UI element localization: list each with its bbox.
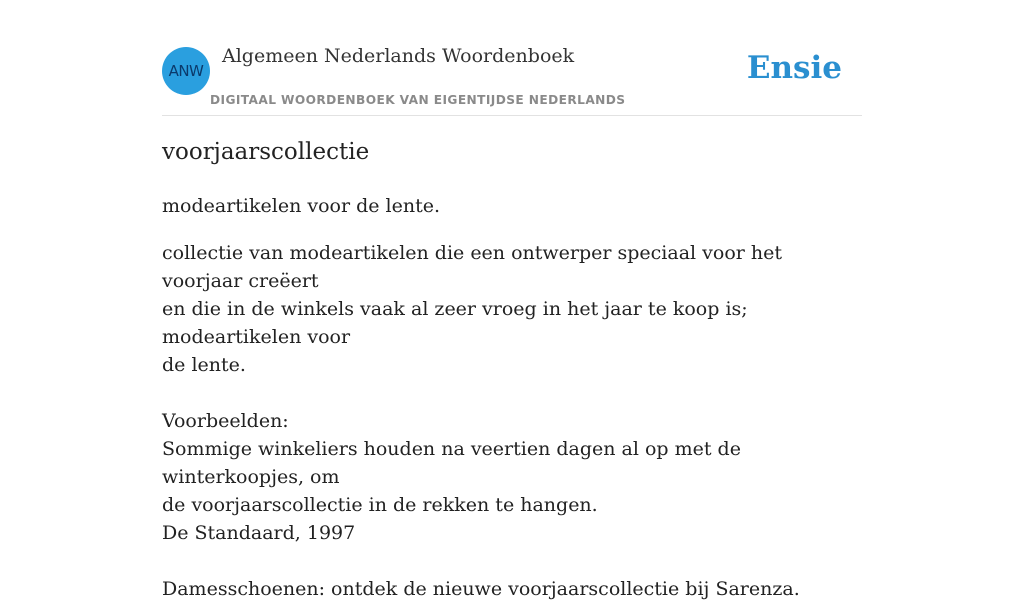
example-line: Sommige winkeliers houden na veertien dagen al op met de winterkoopjes, om [162, 438, 741, 488]
header-divider [162, 115, 862, 116]
entry-headword: voorjaarscollectie [162, 139, 370, 165]
page-container [162, 0, 862, 600]
ensie-brand-link[interactable]: Ensie [746, 50, 842, 86]
spacer [162, 379, 862, 407]
examples-heading: Voorbeelden: [162, 410, 289, 432]
example-line: Damesschoenen: ontdek de nieuwe voorjaarscollectie bij Sarenza. [162, 578, 800, 600]
definition-line: de lente. [162, 354, 246, 376]
short-definition: modeartikelen voor de lente. [162, 195, 440, 217]
spacer [162, 547, 862, 575]
definition-line: en die in de winkels vaak al zeer vroeg in het jaar te koop is; modeartikelen voor [162, 298, 748, 348]
site-title[interactable]: Algemeen Nederlands Woordenboek [222, 45, 575, 67]
entry-body [162, 239, 862, 603]
example-source: De Standaard, 1997 [162, 522, 356, 544]
site-subtitle: DIGITAAL WOORDENBOEK VAN EIGENTIJDSE NEDERLANDS [210, 93, 626, 107]
example-line: de voorjaarscollectie in de rekken te hangen. [162, 494, 598, 516]
anw-logo[interactable]: ANW [162, 47, 210, 95]
definition-line: collectie van modeartikelen die een ontwerper speciaal voor het voorjaar creëert [162, 242, 783, 292]
